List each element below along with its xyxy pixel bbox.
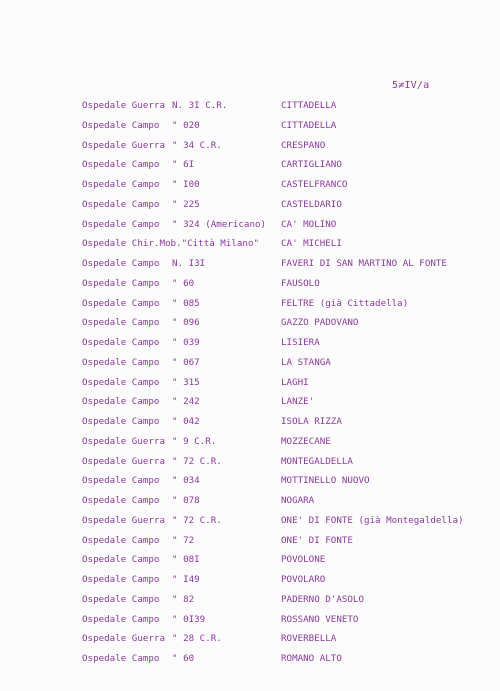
- hospital-place: LA STANGA: [281, 356, 331, 368]
- hospital-number: " 042: [172, 416, 200, 427]
- hospital-number: " 0I39: [172, 613, 206, 625]
- hospital-place: MONTEGALDELLA: [281, 455, 353, 467]
- hospital-number: " 60: [172, 277, 195, 289]
- hospital-row: [0, 610, 500, 630]
- hospital-place: LAGHI: [281, 376, 309, 388]
- hospital-place: FAVERI DI SAN MARTINO AL FONTE: [281, 258, 447, 269]
- hospital-place: ONE' DI FONTE (già Montegaldella): [281, 514, 464, 526]
- hospital-number: N. 3I C.R.: [172, 100, 228, 111]
- hospital-type: Ospedale Guerra: [82, 455, 165, 467]
- hospital-type: Ospedale Campo: [82, 198, 160, 210]
- hospital-row: [0, 590, 500, 610]
- hospital-type: Ospedale Campo: [82, 396, 160, 408]
- hospital-type: Ospedale Campo: [82, 574, 160, 585]
- hospital-type: Ospedale Campo: [82, 653, 160, 664]
- hospital-type: Ospedale Campo: [82, 554, 160, 566]
- hospital-type: Ospedale Campo: [82, 495, 160, 506]
- hospital-row: [0, 511, 500, 531]
- hospital-row: [0, 313, 500, 333]
- hospital-type: Ospedale Guerra: [82, 435, 165, 447]
- hospital-row: [0, 432, 500, 452]
- hospital-number: " 078: [172, 495, 200, 506]
- hospital-list: [0, 96, 500, 669]
- hospital-row: [0, 155, 500, 175]
- hospital-number: " 28 C.R.: [172, 633, 222, 645]
- hospital-number: " 315: [172, 376, 200, 388]
- hospital-place: POVOLONE: [281, 554, 326, 566]
- hospital-place: ROMANO ALTO: [281, 653, 342, 664]
- hospital-type: Ospedale Campo: [82, 356, 160, 368]
- hospital-row: [0, 294, 500, 314]
- hospital-number: " 096: [172, 317, 200, 329]
- hospital-type: Ospedale Campo: [82, 258, 160, 269]
- hospital-place: MOTTINELLO NUOVO: [281, 475, 370, 487]
- hospital-place: CITTADELLA: [281, 100, 337, 111]
- hospital-place: NOGARA: [281, 495, 315, 506]
- hospital-row: [0, 392, 500, 412]
- hospital-number: " 039: [172, 337, 200, 348]
- hospital-row: [0, 373, 500, 393]
- hospital-number: " 067: [172, 356, 200, 368]
- hospital-place: MOZZECANE: [281, 435, 331, 447]
- hospital-type: Ospedale Campo: [82, 297, 160, 309]
- hospital-type: Ospedale Campo: [82, 593, 160, 605]
- document-reference: 5≠IV/a: [392, 80, 430, 91]
- hospital-place: ROVERBELLA: [281, 633, 337, 645]
- hospital-place: CASTELFRANCO: [281, 179, 348, 190]
- hospital-type: Ospedale Campo: [82, 376, 160, 388]
- hospital-type: Ospedale Guerra: [82, 139, 165, 151]
- hospital-row: [0, 116, 500, 136]
- hospital-row: [0, 471, 500, 491]
- hospital-place: CA' MICHELI: [281, 238, 342, 250]
- hospital-number: " I49: [172, 574, 200, 585]
- hospital-row: [0, 452, 500, 472]
- hospital-place: FAUSOLO: [281, 277, 320, 289]
- hospital-place: LANZE': [281, 396, 315, 408]
- hospital-type: Ospedale Campo: [82, 119, 160, 131]
- hospital-number: " 085: [172, 297, 200, 309]
- hospital-place: ONE' DI FONTE: [281, 534, 353, 546]
- hospital-number: " 324 (Americano): [172, 218, 267, 230]
- hospital-place: ROSSANO VENETO: [281, 613, 359, 625]
- hospital-number: " 82: [172, 593, 195, 605]
- hospital-number: " 72: [172, 534, 195, 546]
- hospital-row: [0, 175, 500, 195]
- hospital-number: " 34 C.R.: [172, 139, 222, 151]
- hospital-type: Ospedale Guerra: [82, 514, 165, 526]
- hospital-number: " 034: [172, 475, 200, 487]
- hospital-number: " 72 C.R.: [172, 514, 222, 526]
- hospital-row: [0, 254, 500, 274]
- hospital-row: [0, 550, 500, 570]
- hospital-type: Ospedale Campo: [82, 317, 160, 329]
- hospital-row: [0, 570, 500, 590]
- hospital-number: " 6I: [172, 159, 195, 171]
- hospital-place: ISOLA RIZZA: [281, 416, 342, 427]
- hospital-row: [0, 274, 500, 294]
- hospital-place: CRESPANO: [281, 139, 326, 151]
- hospital-type: Ospedale Campo: [82, 179, 160, 190]
- hospital-place: CASTELDARIO: [281, 198, 342, 210]
- hospital-place: POVOLARO: [281, 574, 326, 585]
- hospital-number: " 60: [172, 653, 195, 664]
- hospital-type: Ospedale Campo: [82, 613, 160, 625]
- hospital-number: " 72 C.R.: [172, 455, 222, 467]
- hospital-number: " I00: [172, 179, 200, 190]
- hospital-row: [0, 353, 500, 373]
- hospital-number: " 9 C.R.: [172, 435, 217, 447]
- hospital-row: [0, 649, 500, 669]
- hospital-number: " 242: [172, 396, 200, 408]
- hospital-row: [0, 215, 500, 235]
- hospital-type: Ospedale Guerra: [82, 633, 165, 645]
- hospital-number: " 020: [172, 119, 200, 131]
- hospital-row: [0, 195, 500, 215]
- hospital-place: FELTRE (già Cittadella): [281, 297, 409, 309]
- hospital-place: CARTIGLIANO: [281, 159, 342, 171]
- hospital-place: PADERNO D'ASOLO: [281, 593, 364, 605]
- hospital-place: GAZZO PADOVANO: [281, 317, 359, 329]
- hospital-row: [0, 491, 500, 511]
- hospital-number: N. I3I: [172, 258, 206, 269]
- hospital-type: Ospedale Campo: [82, 337, 160, 348]
- hospital-row: [0, 96, 500, 116]
- hospital-type: Ospedale Campo: [82, 159, 160, 171]
- hospital-row: [0, 629, 500, 649]
- hospital-number: " 08I: [172, 554, 200, 566]
- hospital-row: [0, 136, 500, 156]
- hospital-place: LISIERA: [281, 337, 320, 348]
- hospital-number: Ospedale Chir.Mob."Città Milano": [82, 238, 260, 250]
- hospital-place: CITTADELLA: [281, 119, 337, 131]
- hospital-row: [0, 333, 500, 353]
- hospital-number: " 225: [172, 198, 200, 210]
- hospital-type: Ospedale Campo: [82, 218, 160, 230]
- hospital-row: [0, 531, 500, 551]
- hospital-type: Ospedale Guerra: [82, 100, 165, 111]
- hospital-type: Ospedale Campo: [82, 416, 160, 427]
- hospital-type: Ospedale Campo: [82, 534, 160, 546]
- hospital-row: [0, 412, 500, 432]
- hospital-place: CA' MOLINO: [281, 218, 337, 230]
- hospital-row: [0, 234, 500, 254]
- hospital-type: Ospedale Campo: [82, 475, 160, 487]
- hospital-type: Ospedale Campo: [82, 277, 160, 289]
